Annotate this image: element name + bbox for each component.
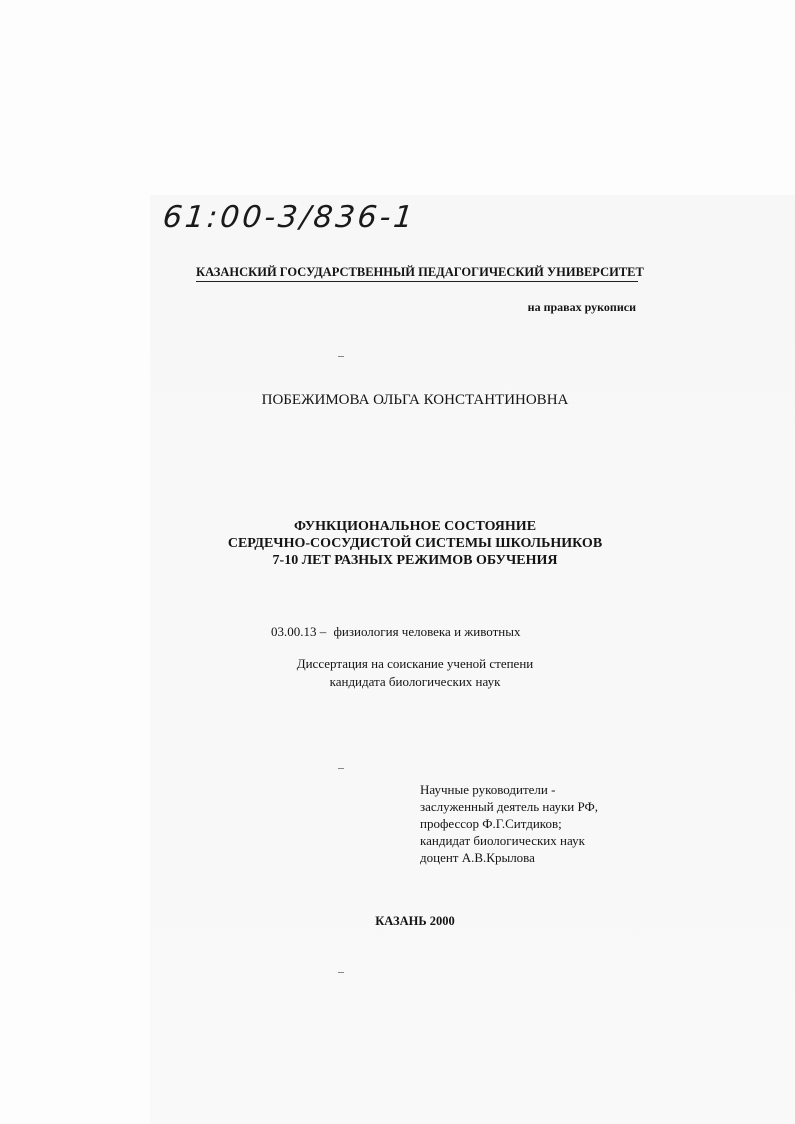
city-year: КАЗАНЬ 2000 [375, 914, 455, 928]
title-line-3: 7-10 ЛЕТ РАЗНЫХ РЕЖИМОВ ОБУЧЕНИЯ [272, 553, 558, 568]
degree-line-1: Диссертация на соискание ученой степени [296, 656, 534, 671]
scan-speck [338, 768, 344, 769]
supervisors-line-3: профессор Ф.Г.Ситдиков; [420, 816, 562, 831]
degree-statement [0, 655, 795, 691]
supervisors-block [420, 781, 598, 866]
supervisors-line-2: заслуженный деятель науки РФ, [420, 799, 599, 814]
rights-note: на правах рукописи [527, 300, 636, 314]
title-line-2: СЕРДЕЧНО-СОСУДИСТОЙ СИСТЕМЫ ШКОЛЬНИКОВ [227, 536, 603, 551]
university-name: КАЗАНСКИЙ ГОСУДАРСТВЕННЫЙ ПЕДАГОГИЧЕСКИЙ УНИВЕРСИТЕТ [196, 265, 638, 282]
title-line-1: ФУНКЦИОНАЛЬНОЕ СОСТОЯНИЕ [293, 519, 537, 534]
supervisors-line-4: кандидат биологических наук [420, 833, 585, 848]
degree-line-2: кандидата биологических наук [329, 674, 501, 689]
supervisors-line-5: доцент А.В.Крылова [420, 850, 535, 865]
scan-speck [338, 356, 344, 357]
scan-speck [338, 972, 344, 973]
handwritten-archive-code: 61:00-3/836-1 [161, 200, 418, 235]
specialty [271, 624, 520, 640]
dissertation-title [0, 518, 795, 569]
specialty-code: 03.00.13 – [271, 624, 327, 639]
specialty-name: физиология человека и животных [333, 624, 521, 639]
author-name: ПОБЕЖИМОВА ОЛЬГА КОНСТАНТИНОВНА [261, 392, 569, 408]
supervisors-line-1: Научные руководители - [420, 782, 556, 797]
